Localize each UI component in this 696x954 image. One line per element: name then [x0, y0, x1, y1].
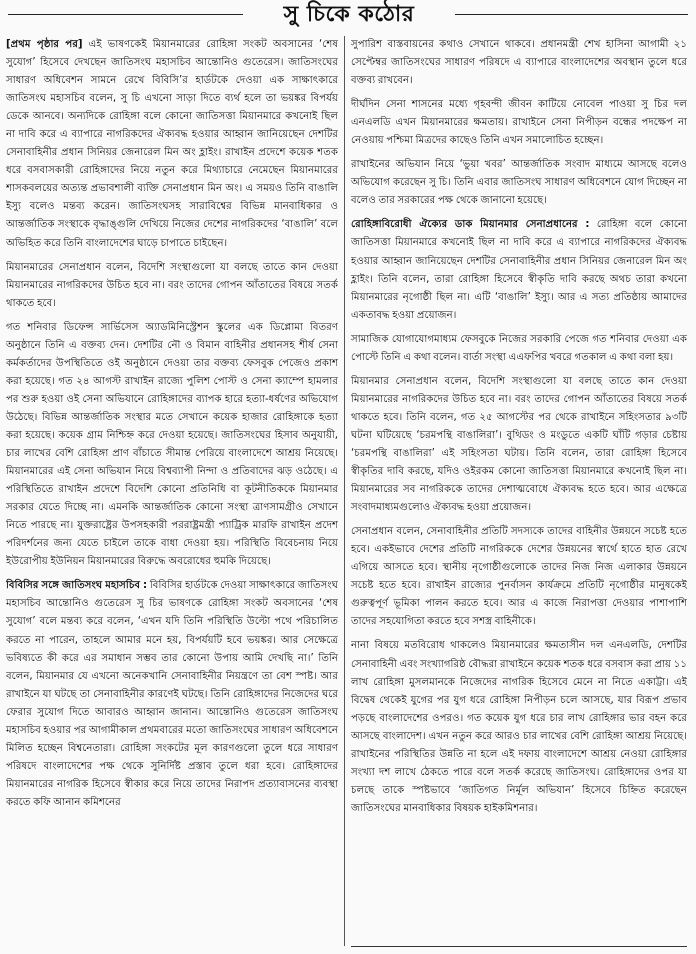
column-divider: [344, 36, 345, 946]
paragraph: গত শনিবার ডিফেন্স সার্ভিসেস অ্যাডমিনিস্ট্রেশন স্কুলের এক ডিপ্লোমা বিতরণ অনুষ্ঠানে তিনি এ বক্তব্য দেন। দেশটির নৌ ও বিমান বাহিনীর প্রধানসহ শীর্ষ সেনা কর্মকর্তাদের উপস্থিতিতে ওই অনুষ্ঠানে দেওয়া তার বক্তব্য ফেসবুক পেজেও প্রকাশ করা হয়েছে। গত ২৪ আগস্ট রাখাইন রাজ্যে পুলিশ পোস্ট ও সেনা ক্যাম্পে হামলার পর শুরু হওয়া ওই সেনা অভিযানে রোহিঙ্গাদের ব্যাপক হারে হত্যা-ধর্ষণের অভিযোগ উঠেছে। বিভিন্ন আন্তর্জাতিক সংস্থার মতে সেখানে কয়েক হাজার রোহিঙ্গাকে হত্যা করা হয়েছে। কয়েক গ্রাম নিশ্চিহ্ন করে দেওয়া হয়েছে। জাতিসংঘের হিসাব অনুযায়ী, চার লাখের বেশি রোহিঙ্গা প্রাণ বাঁচাতে সীমান্ত পেরিয়ে বাংলাদেশে আশ্রয় নিয়েছে। মিয়ানমারের এই সেনা অভিযান নিয়ে বিশ্বব্যাপী নিন্দা ও প্রতিবাদের ঝড় ওঠেছে। এ পরিস্থিতিতে রাখাইন প্রদেশে বিদেশি কোনো প্রতিনিধি বা কূটনীতিককে মিয়ানমার সরকার যেতে দিচ্ছে না। এমনকি আন্তর্জাতিক কোনো সংস্থা ত্রাণসামগ্রীও সেখানে নিতে পারছে না। যুক্তরাষ্ট্রের উপসহকারী পররাষ্ট্রমন্ত্রী প্যাট্রিক মারফি রাখাইন প্রদেশ পরিদর্শনের জন্য যেতে চাইলে তাকে বাধা দেওয়া হয়। পরিস্থিতি বিবেচনায় নিয়ে ইউরোপীয় ইউনিয়ন মিয়ানমারের বিরুদ্ধে অবরোধের হুমকি দিয়েছে।: [6, 321, 338, 568]
paragraph: মিয়ানমারের সেনাপ্রধান বলেন, বিদেশি সংস্থাগুলো যা বলছে তাতে কান দেওয়া মিয়ানমারের নাগরিকদের উচিত হবে না। বরং তাদের গোপন আঁতাতের বিষয়ে সতর্ক থাকতে হবে।: [6, 261, 338, 309]
article-column-left: [6, 36, 338, 948]
paragraph: সামাজিক যোগাযোগমাধ্যম ফেসবুকে নিজের সরকারি পেজে গত শনিবার দেওয়া এক পোস্টে তিনি এ কথা বলেন। বার্তা সংস্থা এএফপির খবরে গতকাল এ কথা বলা হয়।: [351, 333, 687, 363]
article-column-right: [351, 36, 687, 948]
headline-rule-right: [455, 14, 688, 15]
article-masthead: [0, 0, 696, 30]
paragraph: [6, 36, 338, 253]
section-subheading: রোহিঙ্গাবিরোধী ঐক্যের ডাক মিয়ানমার সেনাপ্রধানের :: [351, 219, 590, 231]
continuation-marker: [প্রথম পৃষ্ঠার পর]: [6, 39, 83, 50]
paragraph: মিয়ানমার সেনাপ্রধান বলেন, বিদেশি সংস্থাগুলো যা বলছে তাতে কান দেওয়া মিয়ানমারের নাগরিকদের উচিত হবে না। বরং তাদের গোপন আঁতাতের বিষয়ে সতর্ক থাকতে হবে। তিনি বলেন, গত ২৫ আগস্টের পর থেকে রাখাইনে সহিংসতার ৯৩টি ঘটনা ঘটিয়েছে ‘চরমপন্থি বাঙালিরা’। বুথিডং ও মংডুতে একটি ঘাঁটি গড়ার চেষ্টায় ‘চরমপন্থি বাঙালিরা’ এই সহিংসতা ঘটায়। তিনি বলেন, তারা রোহিঙ্গা হিসেবে স্বীকৃতির দাবি করছে, যদিও ওইরকম কোনো জাতিসত্তা মিয়ানমারে কখনোই ছিল না। মিয়ানমারের সব নাগরিককে তাদের দেশাত্মবোধে ঐক্যবদ্ধ হতে হবে। আর এক্ষেত্রে সংবাদমাধ্যমগুলোও ঐক্যবদ্ধ হওয়া প্রয়োজন।: [351, 375, 687, 514]
paragraph: রাখাইনের অভিযান নিয়ে ‘ভুয়া খবর’ আন্তর্জাতিক সংবাদ মাধ্যমে আসছে বলেও অভিযোগ করেছেন সু চি। তিনি এবার জাতিসংঘ সাধারণ অধিবেশনে যোগ দিচ্ছেন না বলেও তার সরকারের পক্ষ থেকে জানানো হয়েছে।: [351, 159, 687, 207]
article-headline: সু চিকে কঠোর: [283, 2, 415, 27]
paragraph-text: বিবিসির হার্ডটকে দেওয়া সাক্ষাৎকারে জাতিসংঘ মহাসচিব আন্তোনিও গুতেরেস সু চির ভাষণকে রোহিঙ্গা সংকট অবসানের ‘শেষ সুযোগ’ বলে মন্তব্য করে বলেন, ‘এখন যদি তিনি পরিস্থিতি উল্টো পথে পরিচালিত করতে না পারেন, তাহলে আমার মনে হয়, বিপর্যয়টি হবে ভয়ঙ্কর। আর সেক্ষেত্রে ভবিষ্যতে কী করে এর সমাধান সম্ভব তার কোনো উপায় আমি দেখছি না।’ তিনি বলেন, মিয়ানমার যে এখনো অনেকখানি সেনাবাহিনীর নিয়ন্ত্রণে তা বেশ স্পষ্ট। আর রাখাইনে যা ঘটছে তা সেনাবাহিনীর কারণেই ঘটছে। তিনি রোহিঙ্গাদের নিজেদের ঘরে ফেরার সুযোগ দিতে আবারও আহ্বান জানান। আন্তোনিও গুতেরেস জাতিসংঘ মহাসচিব হওয়ার পর আগামীকাল প্রথমবারের মতো জাতিসংঘের সাধারণ অধিবেশনে মিলিত হচ্ছেন বিশ্বনেতারা। রোহিঙ্গা সংকটের মূল কারণগুলো তুলে ধরে সাধারণ পরিষদে বাংলাদেশের পক্ষ থেকে সুনির্দিষ্ট প্রস্তাব তুলে ধরা হবে। রোহিঙ্গাদের মিয়ানমারের নাগরিক হিসেবে স্বীকার করে নিয়ে তাদের নিরাপদ প্রত্যাবাসনের ব্যবস্থা করতে কফি আনান কমিশনের: [6, 580, 338, 808]
paragraph-text: এই ভাষণকেই মিয়ানমারের রোহিঙ্গা সংকট অবসানের ‘শেষ সুযোগ’ হিসেবে দেখছেন জাতিসংঘ মহাসচিব আন্তোনিও গুতেরেস। জাতিসংঘের সাধারণ অধিবেশন সামনে রেখে বিবিসি’র হার্ডটকে দেওয়া এক সাক্ষাৎকারে জাতিসংঘ মহাসচিব বলেন, সু চি এখনো সাড়া দিতে ব্যর্থ হলে তা ভয়ঙ্কর বিপর্যয় ডেকে আনবে। অন্যদিকে রোহিঙ্গা বলে কোনো জাতিসত্তা মিয়ানমারে কখনোই ছিল না দাবি করে এ ব্যাপারে নাগরিকদের ঐক্যবদ্ধ হওয়ার আহ্বান জানিয়েছেন দেশটির সেনাবাহিনীর প্রধান সিনিয়র জেনারেল মিন অং হ্লাইং। রাখাইন প্রদেশে কয়েক শতক ধরে বসবাসকারী রোহিঙ্গাদের নিয়ে নতুন করে মিথ্যাচারে নেমেছেন মিয়ানমারের শাসকবলয়ের অত্যন্ত প্রভাবশালী ব্যক্তি সেনাপ্রধান মিন অং। এ সময়ও তিনি বাঙালি ইস্যু বলেও মন্তব্য করেন। জাতিসংঘসহ সারাবিশ্বের বিভিন্ন মানবাধিকার ও আন্তর্জাতিক সংস্থাকে বৃদ্ধাঙ্গুলি দেখিয়ে নিজের দেশের নাগরিকদের ‘বাঙালি’ বলে অভিহিত করে তিনি বাংলাদেশের ঘাড়ে চাপাতে চাইছেন।: [6, 39, 338, 249]
paragraph: সেনাপ্রধান বলেন, সেনাবাহিনীর প্রতিটি সদস্যকে তাদের বাহিনীর উন্নয়নে সচেষ্ট হতে হবে। একইভাবে দেশের প্রতিটি নাগরিককে দেশের উন্নয়নের স্বার্থে হাতে হাত রেখে এগিয়ে আসতে হবে। স্থানীয় নৃগোষ্ঠীগুলোকে তাদের নিজ নিজ এলাকার উন্নয়নে সচেষ্ট হতে হবে। রাখাইন রাজ্যের পুনর্বাসন কার্যক্রমে প্রতিটি নৃগোষ্ঠীর মানুষকেই গুরুত্বপূর্ণ ভূমিকা পালন করতে হবে। আর এ কাজে নিরাপত্তা দেওয়ার পাশাপাশি তাদের সহযোগিতা করতে হবে সশস্ত্র বাহিনীকে।: [351, 526, 687, 628]
headline-rule-left: [8, 14, 243, 15]
paragraph-text: রোহিঙ্গা বলে কোনো জাতিসত্তা মিয়ানমারে কখনোই ছিল না দাবি করে এ ব্যাপারে নাগরিকদের ঐক্যবদ্ধ হওয়ার আহ্বান জানিয়েছেন দেশটির সেনাবাহিনীর প্রধান সিনিয়র জেনারেল মিন অং হ্লাইং। তিনি বলেন, তারা রোহিঙ্গা হিসেবে স্বীকৃতি দাবি করছে অথচ তারা কখনো মিয়ানমারের নৃগোষ্ঠী ছিল না। এটি ‘বাঙালি’ ইস্যু। আর এ সত্য প্রতিষ্ঠায় আমাদের একতাবদ্ধ হওয়া প্রয়োজন।: [351, 219, 687, 321]
paragraph: নানা বিষয়ে মতবিরোধ থাকলেও মিয়ানমারের ক্ষমতাসীন দল এনএলডি, দেশটির সেনাবাহিনী এবং সংখ্যাগরিষ্ঠ বৌদ্ধরা রাখাইনে কয়েক শতক ধরে বসবাস করা প্রায় ১১ লাখ রোহিঙ্গা মুসলমানকে নিজেদের নাগরিক হিসেবে মেনে না নিতে একাট্টা। এই বিদ্বেষ থেকেই যুগের পর যুগ ধরে রোহিঙ্গা নিপীড়ন চলে আসছে, যার বিরূপ প্রভাব পড়ছে বাংলাদেশের ওপরও। গত কয়েক যুগ ধরে চার লাখ রোহিঙ্গার ভার বহন করে আসছে বাংলাদেশ। এখন নতুন করে আরও চার লাখের বেশি রোহিঙ্গা আশ্রয় নিয়েছে। রাখাইনের পরিস্থিতির উন্নতি না হলে এই দফায় বাংলাদেশে আশ্রয় নেওয়া রোহিঙ্গার সংখ্যা দশ লাখে ঠেকতে পারে বলে সতর্ক করেছে জাতিসংঘ। রোহিঙ্গাদের ওপর যা চলছে তাকে স্পষ্টভাবে ‘জাতিগত নির্মূল অভিযান’ হিসেবে চিহ্নিত করেছেন জাতিসংঘের মানবাধিকার বিষয়ক হাইকমিশনার।: [351, 640, 687, 814]
bottom-rule: [351, 946, 687, 947]
section-subheading: বিবিসির সঙ্গে জাতিসংঘ মহাসচিব :: [6, 580, 148, 592]
paragraph: [6, 577, 338, 812]
paragraph: দীর্ঘদিন সেনা শাসনের মধ্যে গৃহবন্দী জীবন কাটিয়ে নোবেল পাওয়া সু চির দল এনএলডি এখন মিয়ানমারের ক্ষমতায়। রাখাইনে সেনা নিপীড়ন বন্ধের পদক্ষেপ না নেওয়ায় পশ্চিমা মিত্রদের কাছেও তিনি এখন সমালোচিত হচ্ছেন।: [351, 99, 687, 147]
paragraph: [351, 216, 687, 324]
paragraph: সুপারিশ বাস্তবায়নের কথাও সেখানে থাকবে। প্রধানমন্ত্রী শেখ হাসিনা আগামী ২১ সেপ্টেম্বর জাতিসংঘের সাধারণ পরিষদে এ ব্যাপারে বাংলাদেশের অবস্থান তুলে ধরে বক্তব্য রাখবেন।: [351, 39, 687, 87]
